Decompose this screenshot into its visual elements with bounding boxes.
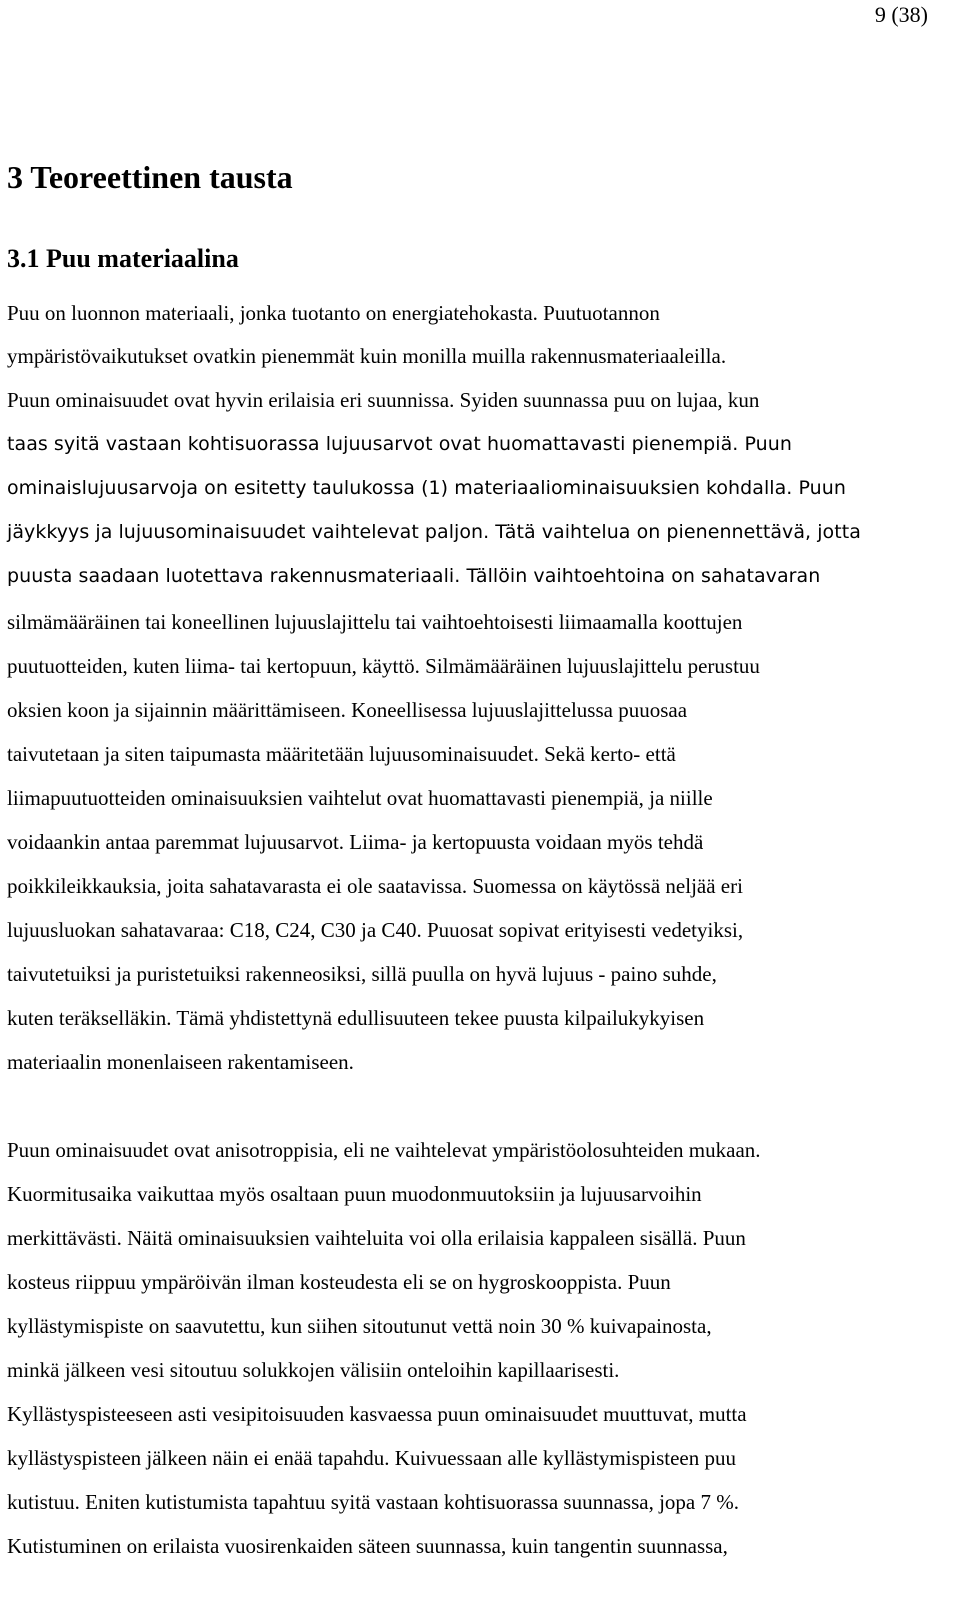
text-line: lujuusluokan sahatavaraa: C18, C24, C30 ja C40. Puuosat sopivat erityisesti vedetyiksi, — [7, 918, 744, 942]
text-line: Puun ominaisuudet ovat hyvin erilaisia eri suunnissa. Syiden suunnassa puu on lujaa, kun — [7, 388, 760, 412]
text-line: kuten teräkselläkin. Tämä yhdistettynä edullisuuteen tekee puusta kilpailukykyisen — [7, 1006, 705, 1030]
text-line: Puun ominaisuudet ovat anisotroppisia, eli ne vaihtelevat ympäristöolosuhteiden mukaan. — [7, 1138, 761, 1162]
text-line: ympäristövaikutukset ovatkin pienemmät kuin monilla muilla rakennusmateriaaleilla. — [7, 344, 727, 368]
page-number: 9 (38) — [874, 2, 928, 27]
text-line: merkittävästi. Näitä ominaisuuksien vaihteluita voi olla erilaisia kappaleen sisällä. Puun — [7, 1226, 746, 1250]
text-line: puusta saadaan luotettava rakennusmateriaali. Tällöin vaihtoehtoina on sahatavaran — [7, 565, 821, 587]
text-line: Puu on luonnon materiaali, jonka tuotanto on energiatehokasta. Puutuotannon — [7, 301, 660, 325]
text-line: puutuotteiden, kuten liima- tai kertopuun, käyttö. Silmämääräinen lujuuslajittelu perustuu — [7, 654, 760, 678]
text-line: Kuormitusaika vaikuttaa myös osaltaan puun muodonmuutoksiin ja lujuusarvoihin — [7, 1182, 702, 1206]
text-line: oksien koon ja sijainnin määrittämiseen. Koneellisessa lujuuslajittelussa puuosaa — [7, 698, 688, 722]
section-heading: 3.1 Puu materiaalina — [7, 244, 239, 273]
text-line: ominaislujuusarvoja on esitetty taulukossa (1) materiaaliominaisuuksien kohdalla. Puun — [7, 477, 846, 499]
text-line: taas syitä vastaan kohtisuorassa lujuusarvot ovat huomattavasti pienempiä. Puun — [7, 433, 792, 455]
text-line: materiaalin monenlaiseen rakentamiseen. — [7, 1050, 354, 1074]
text-line: jäykkyys ja lujuusominaisuudet vaihtelevat paljon. Tätä vaihtelua on pienennettävä, jotta — [7, 521, 861, 543]
text-line: liimapuutuotteiden ominaisuuksien vaihtelut ovat huomattavasti pienempiä, ja niille — [7, 786, 713, 810]
text-line: kyllästyspisteen jälkeen näin ei enää tapahdu. Kuivuessaan alle kyllästymispisteen puu — [7, 1446, 736, 1470]
text-line: kyllästymispiste on saavutettu, kun siihen sitoutunut vettä noin 30 % kuivapainosta, — [7, 1314, 712, 1338]
text-line: Kutistuminen on erilaista vuosirenkaiden säteen suunnassa, kuin tangentin suunnassa, — [7, 1534, 728, 1558]
text-line: kutistuu. Eniten kutistumista tapahtuu syitä vastaan kohtisuorassa suunnassa, jopa 7 %. — [7, 1490, 739, 1514]
text-line: poikkileikkauksia, joita sahatavarasta ei ole saatavissa. Suomessa on käytössä neljää eri — [7, 874, 743, 898]
text-line: voidaankin antaa paremmat lujuusarvot. Liima- ja kertopuusta voidaan myös tehdä — [7, 830, 704, 854]
text-line: taivutetuiksi ja puristetuiksi rakenneosiksi, sillä puulla on hyvä lujuus - paino suhde, — [7, 962, 717, 986]
text-line: taivutetaan ja siten taipumasta määritetään lujuusominaisuudet. Sekä kerto- että — [7, 742, 676, 766]
text-line: kosteus riippuu ympäröivän ilman kosteudesta eli se on hygroskooppista. Puun — [7, 1270, 671, 1294]
chapter-heading: 3 Teoreettinen tausta — [7, 159, 293, 195]
text-line: minkä jälkeen vesi sitoutuu solukkojen välisiin onteloihin kapillaarisesti. — [7, 1358, 620, 1382]
text-line: Kyllästyspisteeseen asti vesipitoisuuden kasvaessa puun ominaisuudet muuttuvat, mutta — [7, 1402, 747, 1426]
text-line: silmämääräinen tai koneellinen lujuuslajittelu tai vaihtoehtoisesti liimaamalla koottujen — [7, 610, 743, 634]
